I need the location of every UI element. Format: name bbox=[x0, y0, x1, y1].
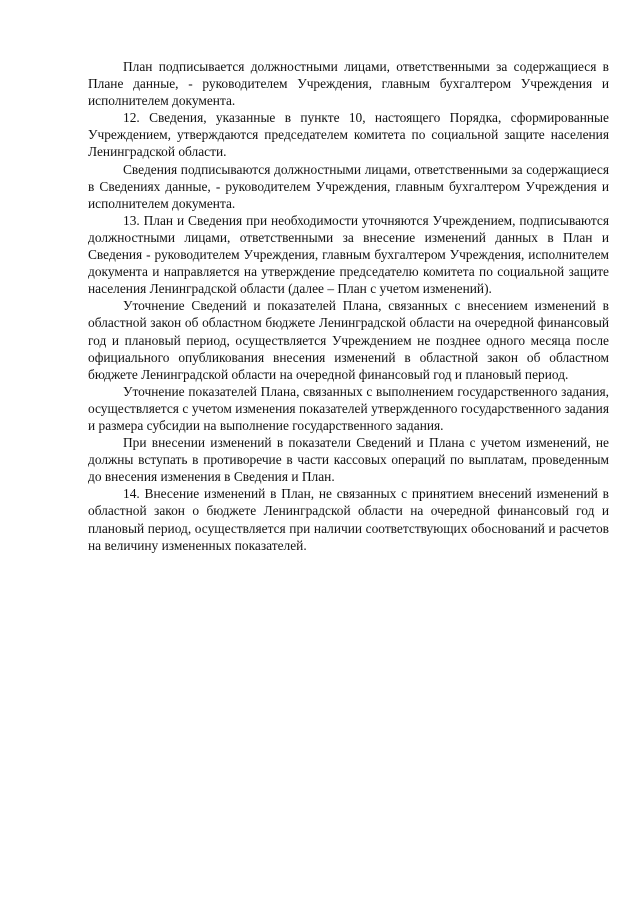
paragraph-state-task: Уточнение показателей Плана, связанных с выполнением государственного задания, осуществляется с учетом изменения показателей утвержденного государственного задания и размера субсидии на выполнение государственного задания. bbox=[88, 383, 609, 433]
paragraph-13-clarification: 13. План и Сведения при необходимости уточняются Учреждением, подписываются должностными лицами, ответственными за внесение изменений данных в План и Сведения - руководителем Учреждения, главным бухгалтером Учреждения, исполнителем документа и направляется на утверждение председателю комитета по социальной защите населения Ленинградской области (далее – План с учетом изменений). bbox=[88, 212, 609, 297]
paragraph-cash-operations: При внесении изменений в показатели Сведений и Плана с учетом изменений, не должны вступать в противоречие в части кассовых операций по выплатам, проведенным до внесения изменения в Сведения и План. bbox=[88, 435, 609, 485]
paragraph-budget-law-changes: Уточнение Сведений и показателей Плана, связанных с внесением изменений в областной закон об областном бюджете Ленинградской области на очередной финансовый год и плановый период, осуществляется Учреждением не позднее одного месяца после официального опубликования внесения изменений в областной закон об областном бюджете Ленинградской области на очередной финансовый год и плановый период. bbox=[88, 298, 609, 382]
paragraph-12-approval: 12. Сведения, указанные в пункте 10, настоящего Порядка, сформированные Учреждением, утверждаются председателем комитета по социальной защите населения Ленинградской области. bbox=[88, 110, 609, 160]
document-page bbox=[88, 58, 609, 554]
paragraph-14-changes: 14. Внесение изменений в План, не связанных с принятием внесений изменений в областной закон о бюджете Ленинградской области на очередной финансовый год и плановый период, осуществляется при наличии соответствующих обоснований и расчетов на величину измененных показателей. bbox=[88, 486, 609, 553]
paragraph-info-signing: Сведения подписываются должностными лицами, ответственными за содержащиеся в Сведениях данные, - руководителем Учреждения, главным бухгалтером Учреждения и исполнителем документа. bbox=[88, 161, 609, 211]
paragraph-plan-signing: План подписывается должностными лицами, ответственными за содержащиеся в Плане данные, - руководителем Учреждения, главным бухгалтером Учреждения и исполнителем документа. bbox=[88, 59, 609, 109]
